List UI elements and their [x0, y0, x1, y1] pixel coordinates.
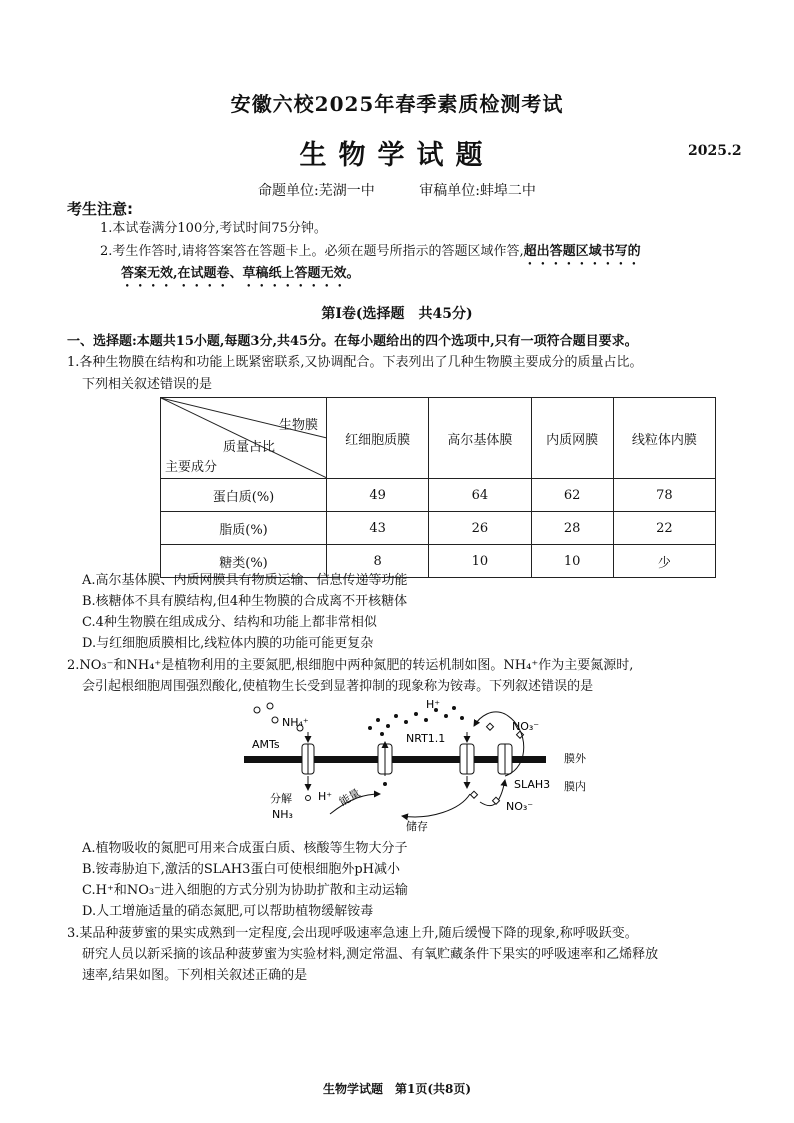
nitrogen-transport-diagram [230, 698, 610, 836]
proton-label-inside: H⁺ [318, 790, 333, 803]
table-column-header: 内质网膜 [531, 398, 613, 479]
table-cell: 78 [613, 479, 715, 512]
inside-membrane-label: 膜内 [564, 780, 586, 793]
table-cell: 少 [613, 545, 715, 578]
table-row-label: 蛋白质(%) [161, 479, 327, 512]
q1-stem-line1: 1.各种生物膜在结构和功能上既紧密联系,又协调配合。下表列出了几种生物膜主要成分的质量占比。 [67, 355, 643, 370]
notice-item-2-emphasis: 超出答题区域书写的 [523, 244, 641, 259]
exam-title: 安徽六校2025年春季素质检测考试 [230, 92, 564, 116]
notice-heading: 考生注意: [67, 200, 133, 218]
nh4-inside-icon [306, 796, 311, 801]
table-cell: 26 [429, 512, 531, 545]
q2-option-d: D.人工增施适量的硝态氮肥,可以帮助植物缓解铵毒 [82, 904, 374, 919]
table-cell: 43 [327, 512, 429, 545]
q3-stem-line1: 3.某品种菠萝蜜的果实成熟到一定程度,会出现呼吸速率急速上升,随后缓慢下降的现象,称呼吸跃变。 [67, 926, 638, 941]
section-heading: 一、选择题:本题共15小题,每题3分,共45分。在每小题给出的四个选项中,只有一项符合题目要求。 [67, 334, 638, 349]
q1-option-b: B.核糖体不具有膜结构,但4种生物膜的合成离不开核糖体 [82, 594, 408, 609]
nrt-label: NRT1.1 [406, 732, 446, 745]
table-cell: 62 [531, 479, 613, 512]
notice-item-2-continued: 答案无效,在试题卷、草稿纸上答题无效。 [121, 266, 360, 281]
table-cell: 49 [327, 479, 429, 512]
q2-option-c: C.H⁺和NO₃⁻进入细胞的方式分别为协助扩散和主动运输 [82, 883, 408, 898]
proton-label-outside: H⁺ [426, 698, 441, 711]
q1-option-d: D.与红细胞质膜相比,线粒体内膜的功能可能更复杂 [82, 636, 374, 651]
decompose-label: 分解 [270, 792, 292, 805]
q1-option-a: A.高尔基体膜、内质网膜具有物质运输、信息传递等功能 [82, 573, 408, 588]
no3-label-inside: NO₃⁻ [506, 800, 534, 813]
corner-label-component: 主要成分 [165, 460, 218, 475]
table-header-row [161, 398, 716, 479]
table-cell: 22 [613, 512, 715, 545]
table-corner-cell [161, 398, 327, 479]
exam-units [0, 180, 794, 200]
nh4-label: NH₄⁺ [282, 716, 309, 729]
table-cell: 10 [429, 545, 531, 578]
nh3-label: NH₃ [272, 808, 293, 821]
nrt-transporter-icon [460, 744, 474, 774]
table-row [161, 479, 716, 512]
energy-label: 能量 [337, 786, 363, 809]
q3-stem-line2: 研究人员以新采摘的该品种菠萝蜜为实验材料,测定常温、有氧贮藏条件下果实的呼吸速率和乙烯释放 [82, 947, 659, 962]
table-row [161, 512, 716, 545]
storage-label: 储存 [406, 820, 428, 833]
table-cell: 8 [327, 545, 429, 578]
q2-stem-line2: 会引起根细胞周围强烈酸化,使植物生长受到显著抑制的现象称为铵毒。下列叙述错误的是 [82, 679, 594, 694]
membrane-composition-table [160, 397, 716, 578]
amts-transporter-icon [302, 744, 314, 774]
proton-inside-icon [383, 782, 387, 786]
amts-label: AMTs [252, 738, 280, 751]
notice-item-2-text: 2.考生作答时,请将答案答在答题卡上。必须在题号所指示的答题区域作答, [100, 244, 524, 259]
page-footer: 生物学试题 第1页(共8页) [322, 1082, 472, 1096]
slah3-channel-icon [498, 744, 512, 774]
q2-stem-line1: 2.NO₃⁻和NH₄⁺是植物利用的主要氮肥,根细胞中两种氮肥的转运机制如图。NH₄⁺作为主要氮源时, [67, 658, 634, 673]
slah3-label: SLAH3 [514, 778, 551, 791]
reviewer-unit: 审稿单位:蚌埠二中 [419, 183, 536, 199]
notice-item-1: 1.本试卷满分100分,考试时间75分钟。 [100, 221, 327, 236]
no3-inside-icon [470, 791, 477, 798]
volume-heading: 第Ⅰ卷(选择题 共45分) [321, 306, 473, 322]
q1-option-c: C.4种生物膜在组成成分、结构和功能上都非常相似 [82, 615, 377, 630]
no3-inside-icon-2 [492, 797, 499, 804]
q2-option-b: B.铵毒胁迫下,激活的SLAH3蛋白可使根细胞外pH减小 [82, 862, 401, 877]
q1-stem-line2: 下列相关叙述错误的是 [82, 377, 213, 392]
setter-unit: 命题单位:芜湖一中 [258, 183, 375, 199]
q3-stem-line3: 速率,结果如图。下列相关叙述正确的是 [82, 968, 308, 983]
table-row-label: 脂质(%) [161, 512, 327, 545]
table-row-label: 糖类(%) [161, 545, 327, 578]
table-column-header: 线粒体内膜 [613, 398, 715, 479]
outside-membrane-label: 膜外 [564, 752, 586, 765]
q2-option-a: A.植物吸收的氮肥可用来合成蛋白质、核酸等生物大分子 [82, 841, 408, 856]
exam-date: 2025.2 [688, 143, 742, 159]
table-cell: 64 [429, 479, 531, 512]
table-column-header: 红细胞质膜 [327, 398, 429, 479]
corner-label-mass-ratio: 质量占比 [223, 440, 276, 455]
table-cell: 28 [531, 512, 613, 545]
table-cell: 10 [531, 545, 613, 578]
table-column-header: 高尔基体膜 [429, 398, 531, 479]
no3-label-outside: NO₃⁻ [512, 720, 540, 733]
corner-label-membrane: 生物膜 [278, 418, 318, 433]
subject-title: 生物学试题 [299, 140, 495, 171]
